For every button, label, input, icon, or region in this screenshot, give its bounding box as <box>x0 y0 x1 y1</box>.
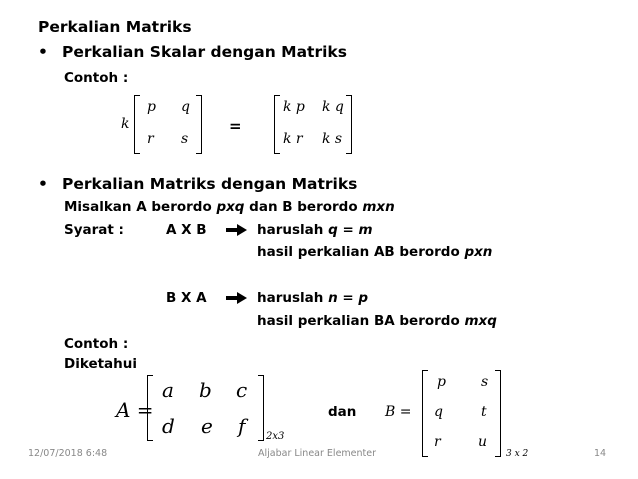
matrix-b-cell: q <box>434 404 443 420</box>
footer-course: Aljabar Linear Elementer <box>258 448 377 459</box>
matrix-b-left-bracket <box>422 370 428 457</box>
matrix-2-cell: k p <box>283 99 305 115</box>
matrix-2-left-bracket <box>274 95 280 154</box>
syarat-axb-condition: haruslah q = m <box>257 222 373 238</box>
matrix-1-cell: r <box>147 131 154 147</box>
matrix-2-cell: k r <box>283 131 303 147</box>
dan-label: dan <box>328 404 357 420</box>
matrix-a-cell: e <box>201 414 213 438</box>
matrix-a-cell: d <box>162 414 175 438</box>
matrix-a-cell: b <box>199 378 212 402</box>
contoh-label-2: Contoh : <box>64 336 129 352</box>
matrix-b-cell: p <box>437 374 446 390</box>
misalkan-line: Misalkan A berordo pxq dan B berordo mxn <box>64 199 395 215</box>
hasil-ab-line: hasil perkalian AB berordo pxn <box>257 244 493 260</box>
matrix-b-right-bracket <box>495 370 501 457</box>
axb-label: A X B <box>166 222 207 238</box>
matrix-b-order: 3 x 2 <box>506 449 529 459</box>
matrix-b-cell: r <box>434 434 441 450</box>
matrix-1-cell: s <box>181 131 189 147</box>
section-1-title: Perkalian Skalar dengan Matriks <box>62 43 347 61</box>
bxa-label: B X A <box>166 290 207 306</box>
matrix-1-cell: p <box>147 99 156 115</box>
scalar-k: k <box>121 116 130 132</box>
matrix-a-order: 2x3 <box>266 431 285 442</box>
arrow-right-icon <box>226 291 248 305</box>
matrix-b-cell: u <box>478 434 488 450</box>
footer-date: 12/07/2018 6:48 <box>28 448 108 459</box>
matrix-a-right-bracket <box>258 375 264 441</box>
contoh-label-1: Contoh : <box>64 70 129 86</box>
equals-sign: = <box>229 117 242 135</box>
matrix-b-cell: t <box>481 404 487 420</box>
matrix-a-cell: c <box>236 378 248 402</box>
matrix-2-cell: k s <box>322 131 343 147</box>
matrix-1-cell: q <box>181 99 190 115</box>
bullet-2-marker: • <box>38 175 48 193</box>
syarat-label: Syarat : <box>64 222 124 238</box>
section-2-title: Perkalian Matriks dengan Matriks <box>62 175 358 193</box>
matrix-1-right-bracket <box>196 95 202 154</box>
matrix-b-label: B = <box>385 404 412 420</box>
arrow-right-icon <box>226 223 248 237</box>
diketahui-label: Diketahui <box>64 356 138 372</box>
matrix-2-right-bracket <box>346 95 352 154</box>
matrix-1-left-bracket <box>134 95 140 154</box>
matrix-b-cell: s <box>481 374 489 390</box>
matrix-a-cell: f <box>238 414 246 438</box>
matrix-a-label: A = <box>116 398 154 422</box>
matrix-a-cell: a <box>162 378 174 402</box>
hasil-ba-line: hasil perkalian BA berordo mxq <box>257 313 497 329</box>
matrix-a-left-bracket <box>147 375 153 441</box>
syarat-bxa-condition: haruslah n = p <box>257 290 369 306</box>
bullet-1-marker: • <box>38 43 48 61</box>
page-title: Perkalian Matriks <box>38 18 192 36</box>
matrix-2-cell: k q <box>322 99 344 115</box>
footer-page-number: 14 <box>594 448 607 459</box>
